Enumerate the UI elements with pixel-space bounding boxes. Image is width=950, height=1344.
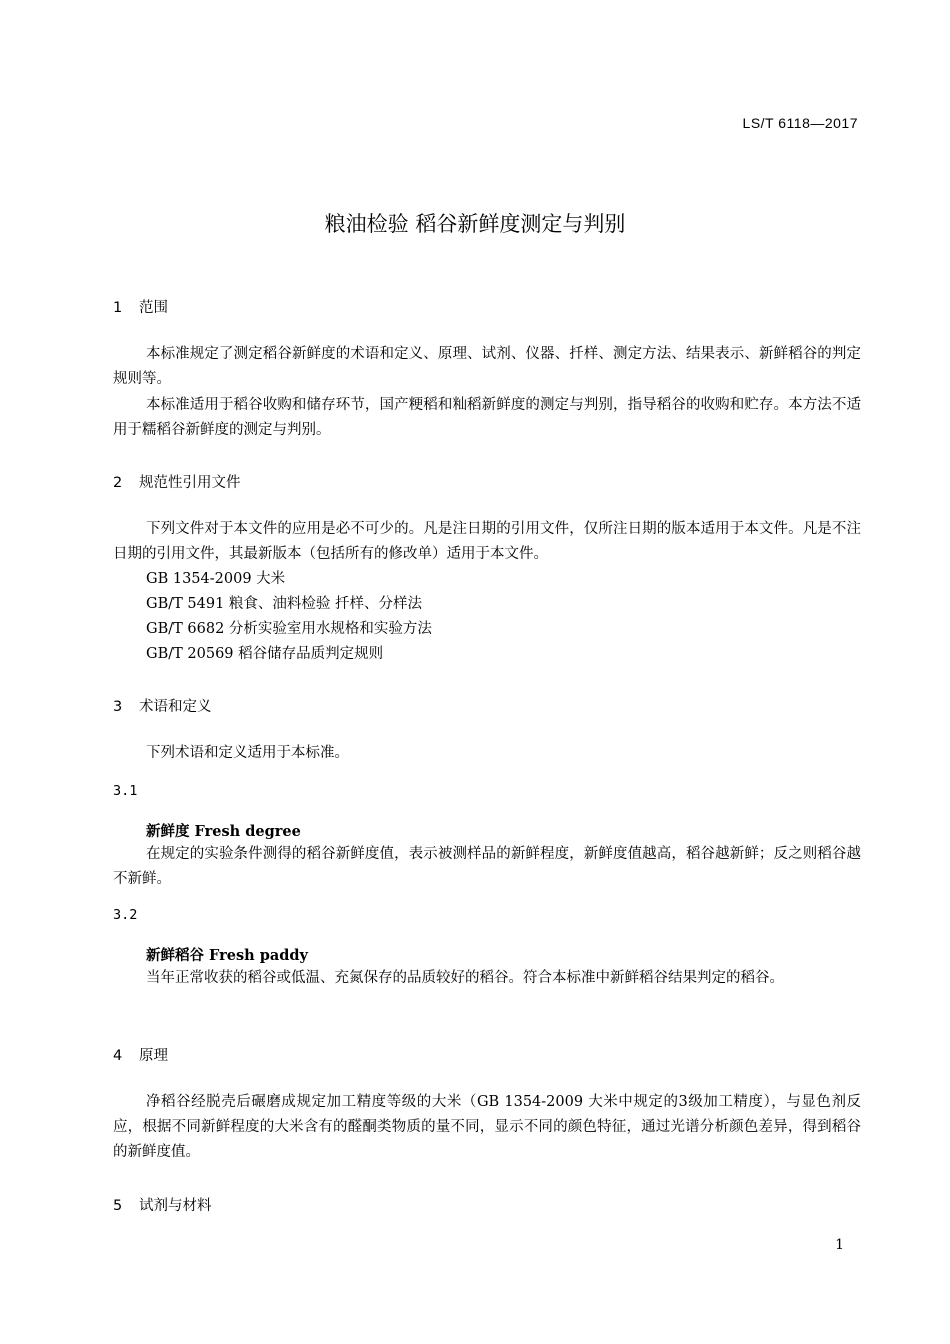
section-number: 3 — [113, 699, 123, 715]
section-title: 试剂与材料 — [139, 1198, 212, 1214]
section-heading-1 — [113, 296, 168, 317]
paragraph-scope-1: 本标准规定了测定稻谷新鲜度的术语和定义、原理、试剂、仪器、扦样、测定方法、结果表示、新鲜稻谷的判定规则等。 — [113, 346, 861, 387]
section-title: 术语和定义 — [139, 699, 212, 715]
reference-item: GB/T 6682 分析实验室用水规格和实验方法 — [146, 621, 432, 637]
term-number-3-1: 3.1 — [113, 783, 138, 799]
section-number: 1 — [113, 300, 123, 316]
section-heading-3 — [113, 695, 212, 716]
section-number: 5 — [113, 1198, 123, 1214]
term-definition-fresh-paddy: 当年正常收获的稻谷或低温、充氮保存的品质较好的稻谷。符合本标准中新鲜稻谷结果判定的稻谷。 — [146, 970, 784, 986]
section-heading-5 — [113, 1194, 212, 1215]
paragraph-normative-refs: 下列文件对于本文件的应用是必不可少的。凡是注日期的引用文件，仅所注日期的版本适用于本文件。凡是不注日期的引用文件，其最新版本（包括所有的修改单）适用于本文件。 — [113, 521, 861, 562]
term-title-fresh-degree: 新鲜度 Fresh degree — [146, 823, 301, 840]
reference-item: GB/T 20569 稻谷储存品质判定规则 — [146, 646, 384, 662]
paragraph-principle: 净稻谷经脱壳后碾磨成规定加工精度等级的大米（GB 1354-2009 大米中规定的3级加工精度），与显色剂反应，根据不同新鲜程度的大米含有的醛酮类物质的量不同，显示不同的颜色特征，通过光谱分析颜色差异，得到稻谷的新鲜度值。 — [113, 1094, 861, 1160]
section-title: 范围 — [139, 300, 168, 316]
document-title: 粮油检验 稻谷新鲜度测定与判别 — [324, 212, 626, 236]
document-code: LS/T 6118—2017 — [742, 115, 858, 131]
section-heading-4 — [113, 1044, 168, 1065]
section-title: 原理 — [139, 1048, 168, 1064]
reference-item: GB/T 5491 粮食、油料检验 扦样、分样法 — [146, 596, 423, 612]
term-number-3-2: 3.2 — [113, 907, 138, 923]
section-number: 4 — [113, 1048, 123, 1064]
section-number: 2 — [113, 475, 123, 491]
term-title-fresh-paddy: 新鲜稻谷 Fresh paddy — [146, 947, 308, 964]
term-definition-fresh-degree: 在规定的实验条件测得的稻谷新鲜度值，表示被测样品的新鲜程度，新鲜度值越高，稻谷越新鲜；反之则稻谷越不新鲜。 — [113, 846, 861, 887]
section-title: 规范性引用文件 — [139, 475, 241, 491]
paragraph-scope-2: 本标准适用于稻谷收购和储存环节，国产粳稻和籼稻新鲜度的测定与判别，指导稻谷的收购和贮存。本方法不适用于糯稻谷新鲜度的测定与判别。 — [113, 397, 861, 438]
reference-item: GB 1354-2009 大米 — [146, 571, 286, 587]
paragraph-terms-intro: 下列术语和定义适用于本标准。 — [146, 745, 349, 761]
section-heading-2 — [113, 471, 241, 492]
page-number: 1 — [835, 1237, 844, 1253]
